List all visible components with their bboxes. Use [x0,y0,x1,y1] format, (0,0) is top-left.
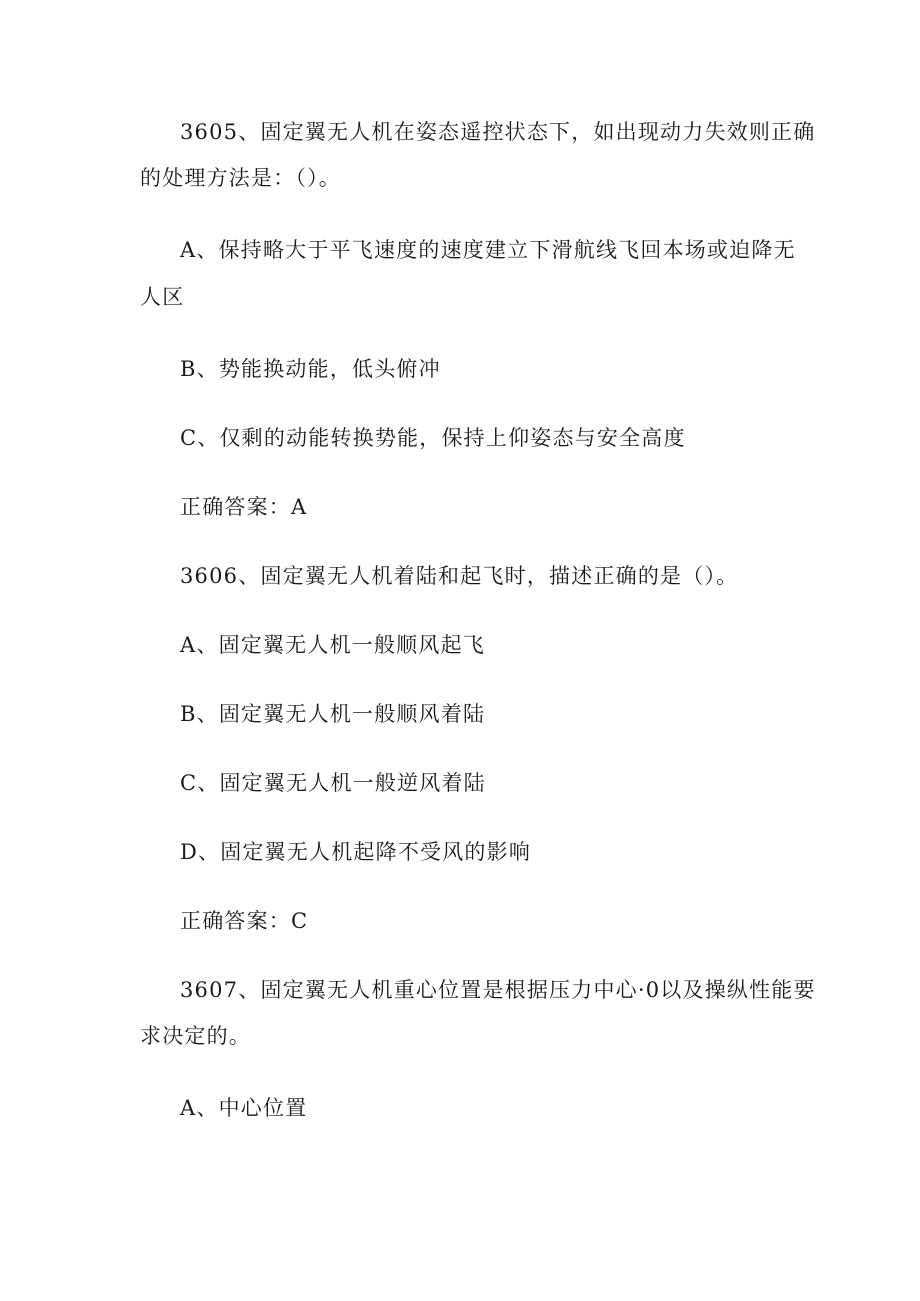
question-3605-option-c: C、仅剩的动能转换势能，保持上仰姿态与安全高度 [180,426,686,450]
question-3607-option-a: A、中心位置 [180,1096,308,1120]
question-3605-option-a-continued: 人区 [140,285,185,309]
question-3607-text: 3607、固定翼无人机重心位置是根据压力中心·0以及操纵性能要 [180,978,816,1002]
question-3605-text-continued: 的处理方法是：（）。 [140,166,341,190]
question-3605-answer: 正确答案：A [180,495,308,519]
question-3606-option-b: B、固定翼无人机一般顺风着陆 [180,702,486,726]
question-3605-option-a: A、保持略大于平飞速度的速度建立下滑航线飞回本场或迫降无 [180,238,796,262]
question-3606-option-d: D、固定翼无人机起降不受风的影响 [180,840,532,864]
question-3606-option-a: A、固定翼无人机一般顺风起飞 [180,633,485,657]
question-3606-option-c: C、固定翼无人机一般逆风着陆 [180,771,486,795]
question-3605-option-b: B、势能换动能，低头俯冲 [180,357,441,381]
question-3606-text: 3606、固定翼无人机着陆和起飞时，描述正确的是（）。 [180,564,739,588]
question-3606-answer: 正确答案：C [180,909,309,933]
question-3605-text: 3605、固定翼无人机在姿态遥控状态下，如出现动力失效则正确 [180,120,816,144]
question-3607-text-continued: 求决定的。 [140,1024,251,1048]
